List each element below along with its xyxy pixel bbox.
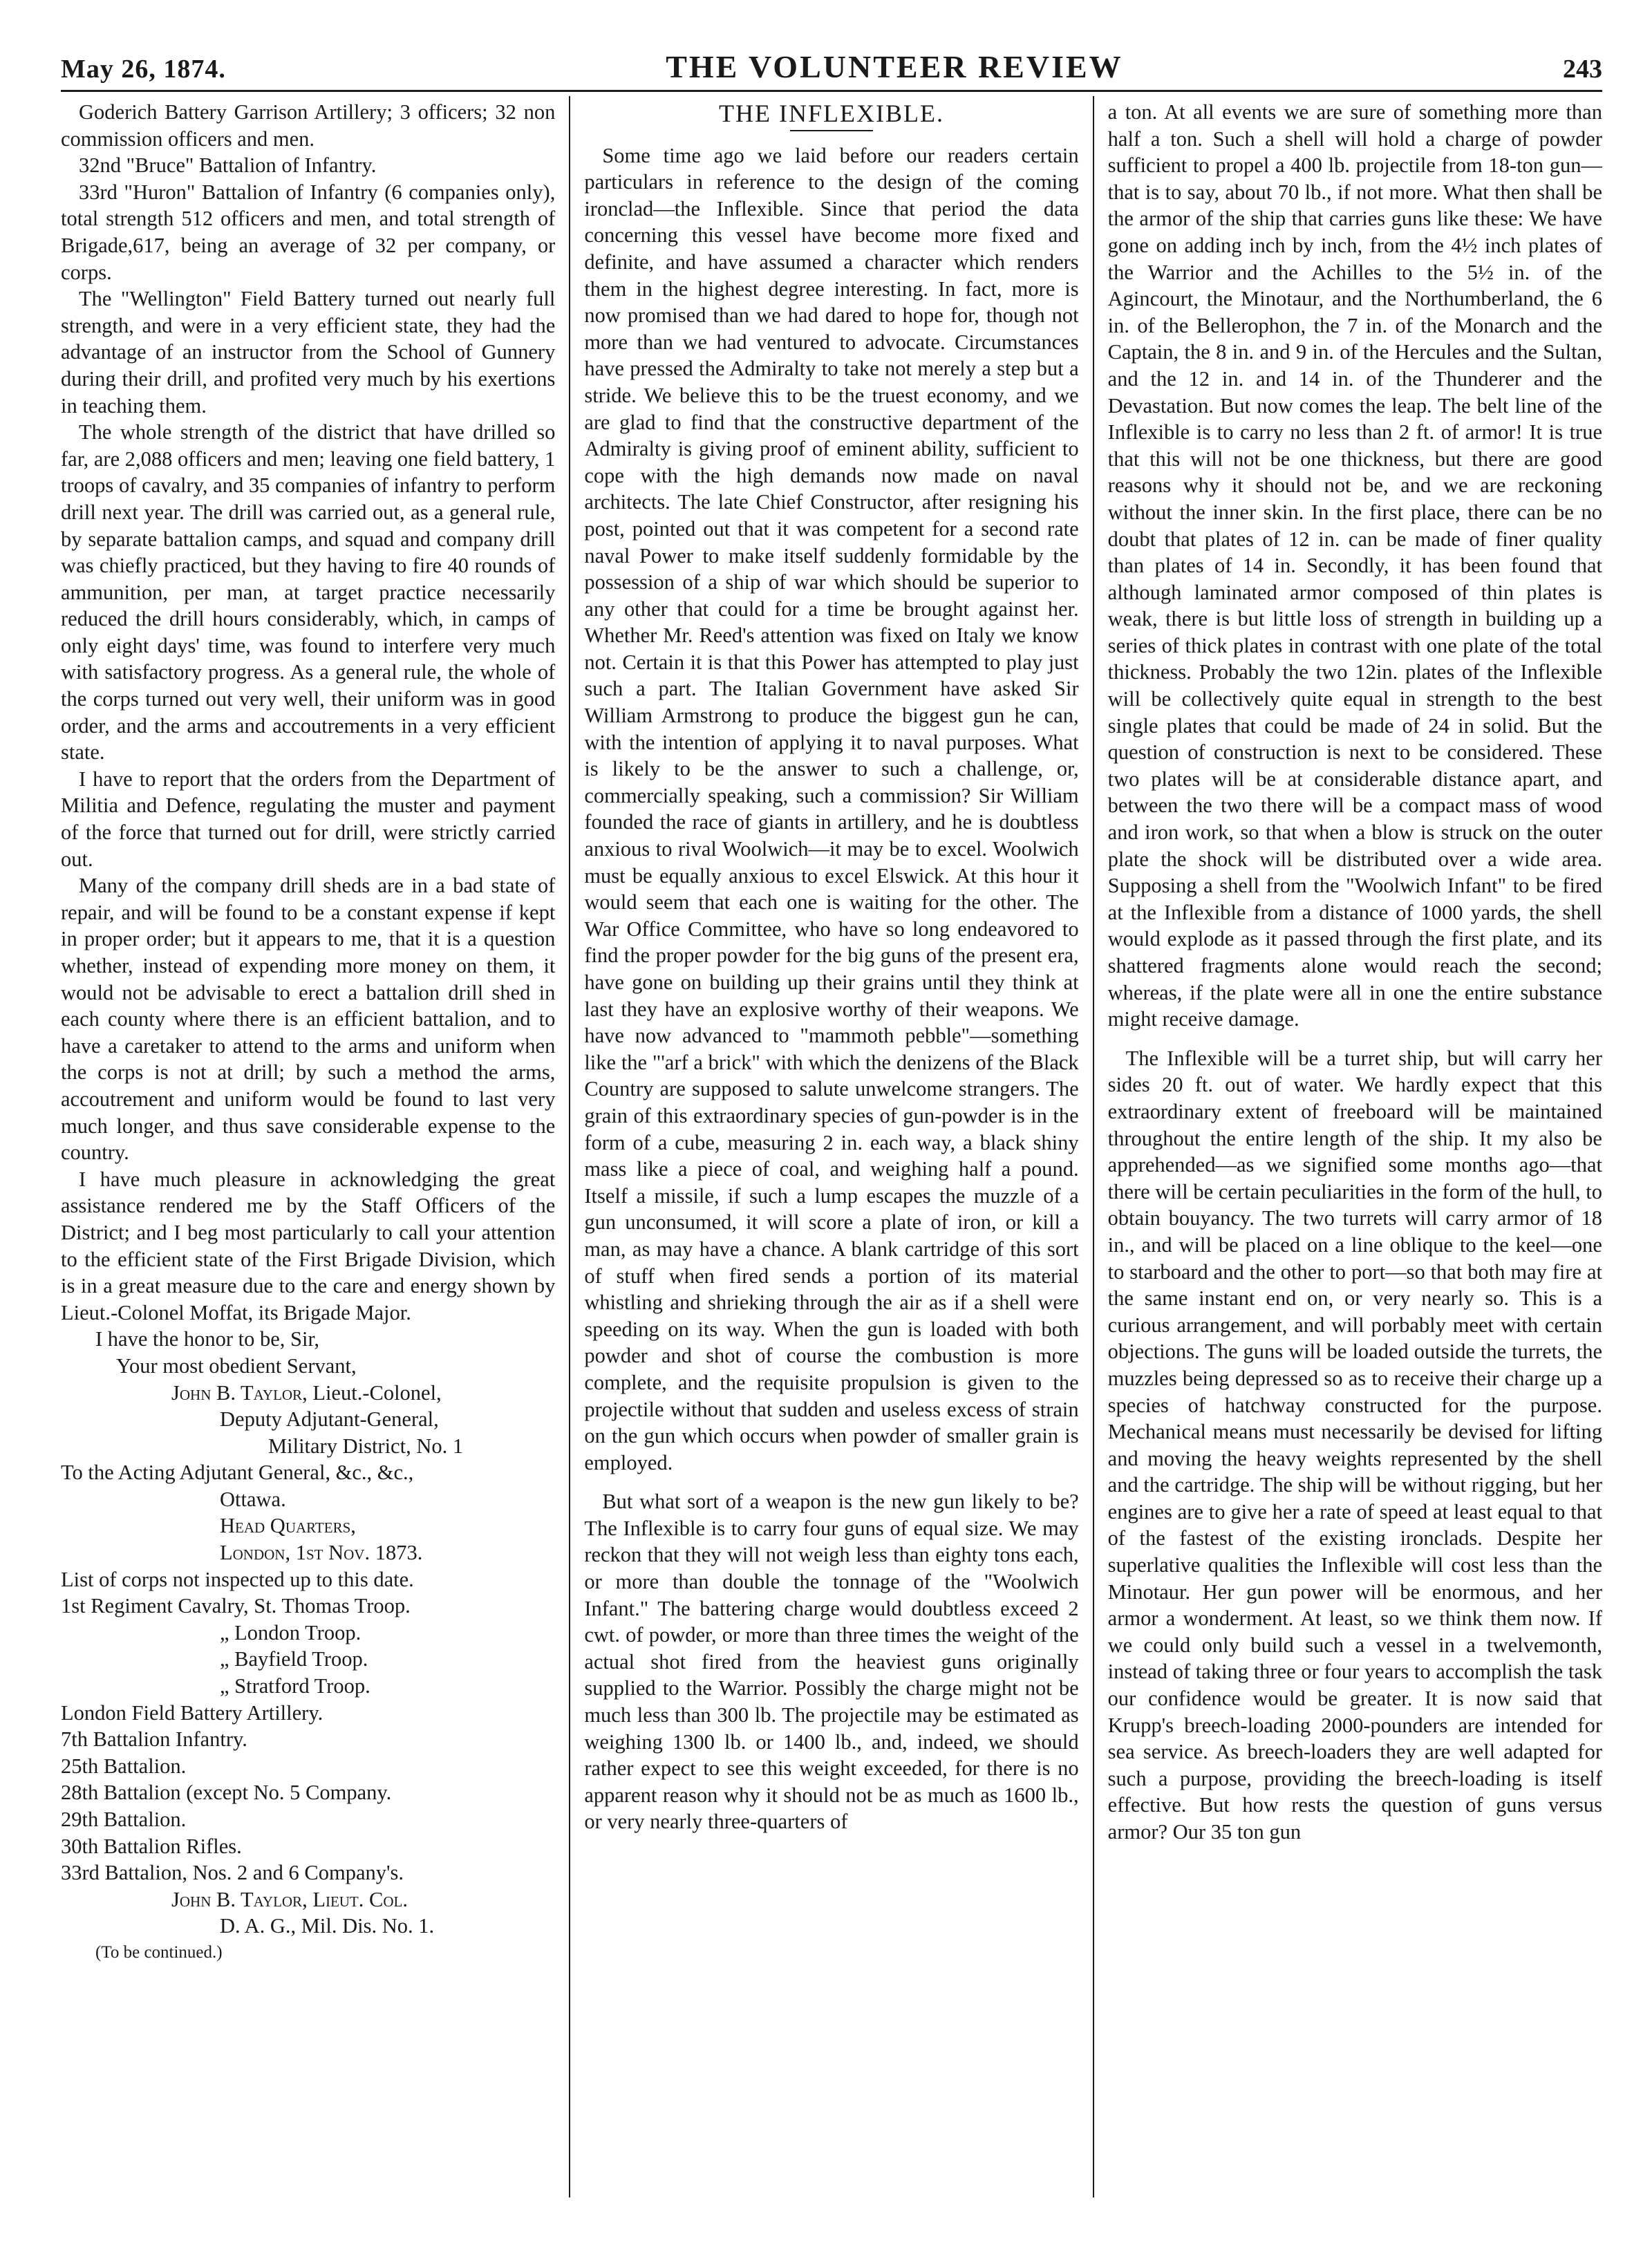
list-item: 29th Battalion. <box>61 1808 187 1831</box>
headquarters-date: London, 1st Nov. 1873. <box>220 1541 423 1565</box>
column-3 <box>1093 96 1602 2197</box>
list-item: „ Stratford Troop. <box>220 1674 370 1698</box>
paragraph: But what sort of a weapon is the new gun likely to be? The Inflexible is to carry four guns of equal size. We may reckon that they will not weigh less than eighty tons each, or more than double the tonnage of the "Woolwich Infant." The battering charge would doubtless exceed 2 cwt. of powder, or more than three times the weight of the actual shot fired from the heaviest guns originally supplied to the Warrior. Possibly the charge might not be much less than 300 lb. The projectile may be estimated as weighing 1300 lb. or 1400 lb., and, indeed, we should rather expect to see this weight exceeded, for there is no apparent reason why it should not be as much as 1600 lb., or very nearly three-quarters of <box>584 1490 1079 1834</box>
closing-line: I have the honor to be, Sir, <box>95 1327 320 1351</box>
paragraph: I have to report that the orders from the Department of Militia and Defence, regulating the muster and payment of the force that turned out for drill, were strictly carried out. <box>61 767 556 871</box>
list-item: 30th Battalion Rifles. <box>61 1834 242 1858</box>
paragraph: a ton. At all events we are sure of something more than half a ton. Such a shell will hold a charge of powder sufficient to propel a 400 lb. projectile from 18-ton gun—that is to say, about 70 lb., if not more. What then shall be the armor of the ship that carries guns like these: We have gone on adding inch by inch, from the 4½ inch plates of the Warrior and the Achilles to the 5½ in. of the Agincourt, the Minotaur, and the Northumberland, the 6 in. of the Bellerophon, the 7 in. of the Monarch and the Captain, the 8 in. and 9 in. of the Hercules and the Sultan, and the 12 in. and 14 in. of the Thunderer and the Devastation. But now comes the leap. The belt line of the Inflexible is to carry no less than 2 ft. of armor! It is true that this will not be one thickness, but there are good reasons why it should not be, and we are reckoning without the inner skin. In the first place, there can be no doubt that plates of 12 in. can be made of finer quality than plates of 14 in. Secondly, it has been found that although laminated armor composed of thin plates is weak, there is but little loss of strength in building up a series of thick plates in contrast with one plate of the total thickness. Probably the two 12in. plates of the Inflexible will be collectively quite equal in strength to the best single plates that could be made of 24 in solid. But the question of construction is next to be considered. These two plates will be at considerable distance apart, and between the two there will be a compact mass of wood and iron work, so that when a blow is struck on the outer plate the shock will be distributed over a wide area. Supposing a shell from the "Woolwich Infant" to be fired at the Inflexible from a distance of 1000 yards, the shell would explode as it passed through the first plate, and its shattered fragments alone would reach the second; whereas, if the plate were all in one the entire substance might receive damage. <box>1107 100 1602 1031</box>
paragraph: The whole strength of the district that have drilled so far, are 2,088 officers and men; leaving one field battery, 1 troops of cavalry, and 35 companies of infantry to perform drill next year. The drill was carried out, as a general rule, by separate battalion camps, and squad and company drill was chiefly practiced, but they having to fire 40 rounds of ammunition, per man, at target practice necessarily reduced the drill hours considerably, which, in camps of only eight days' time, was found to interfere very much with satisfactory progress. As a general rule, the whole of the corps turned out very well, their uniform was in good order, and the arms and accoutrements in a very efficient state. <box>61 420 556 765</box>
paragraph: 33rd "Huron" Battalion of Infantry (6 companies only), total strength 512 officers and men, and total strength of Brigade,617, being an average of 32 per company, or corps. <box>61 180 556 284</box>
headquarters-label: Head Quarters, <box>220 1514 356 1538</box>
list-item: 33rd Battalion, Nos. 2 and 6 Company's. <box>61 1861 404 1885</box>
second-signature-name: John B. Taylor, Lieut. Col. <box>171 1887 408 1911</box>
signer-rank: Lieut.-Colonel, <box>312 1380 442 1405</box>
signature-line <box>61 1380 555 1407</box>
list-item: London Field Battery Artillery. <box>61 1700 323 1725</box>
heading-rule <box>790 130 873 131</box>
article-heading: THE INFLEXIBLE. <box>719 100 944 127</box>
publication-title: THE VOLUNTEER REVIEW <box>666 49 1123 84</box>
list-item: 7th Battalion Infantry. <box>61 1727 247 1752</box>
paragraph: Some time ago we laid before our readers certain particulars in reference to the design of the coming ironclad—the Inflexible. Since that period the data concerning this vessel have become more fixed and definite, and have assumed a character which renders them in the highest degree interesting. In fact, more is now promised than we had dared to hope for, though not more than we had ventured to advocate. Circumstances have pressed the Admiralty to take not merely a step but a stride. We believe this to be the truest economy, and we are glad to find that the constructive department of the Admiralty is giving proof of eminent ability, sufficient to cope with the high demands now made on naval architects. The late Chief Constructor, after resigning his post, pointed out that it was competent for a second rate naval Power to make itself suddenly formidable by the possession of a ship of war which should be superior to any other that could for a time be brought against her. Whether Mr. Reed's attention was fixed on Italy we know not. Certain it is that this Power has attempted to play just such a part. The Italian Government have asked Sir William Armstrong to produce the biggest gun he can, with the intention of applying it to naval purposes. What is likely to be the answer to such a challenge, or, commercially speaking, such a commission? Sir William founded the race of giants in artillery, and he is doubtless anxious to rival Woolwich—it may be to excel. Woolwich must be equally anxious to excel Elswick. At this hour it would seem that each one is waiting for the other. The War Office Committee, who have so long endeavored to find the proper powder for the big guns of the present era, have gone on building up their grains until they think at last they have an explosive worthy of their weapons. We have now advanced to "mammoth pebble"—something like the "'arf a brick" with which the denizens of the Black Country are supposed to salute unwelcome strangers. The grain of this extraordinary species of gun-powder is in the form of a cube, measuring 2 in. each way, a black shiny mass like a piece of coal, and weighing half a pound. Itself a missile, if such a lump escapes the muzzle of a gun unconsumed, it will score a plate of iron, or kill a man, as may have a chance. A blank cartridge of this sort of stuff when fired sends a portion of its material whistling and shrieking through the air as if a shell were speeding on its way. When the gun is loaded with both powder and shot of course the combustion is more complete, and the requisite propulsion is given to the projectile without that sudden and useless excess of strain on the gun which occurs when powder of smaller grain is employed. <box>584 143 1079 1474</box>
list-item: „ London Troop. <box>220 1620 362 1644</box>
issue-date: May 26, 1874. <box>61 55 226 84</box>
page-number: 243 <box>1562 55 1602 84</box>
addressee-city: Ottawa. <box>220 1487 286 1511</box>
list-item: 28th Battalion (except No. 5 Company. <box>61 1781 392 1805</box>
closing-servant: Your most obedient Servant, <box>116 1353 357 1378</box>
signer-name: John B. Taylor, <box>171 1380 308 1405</box>
paragraph: The Inflexible will be a turret ship, but will carry her sides 20 ft. out of water. We hardly expect that this extraordinary extent of freeboard will be maintained throughout the entire length of the ship. It my also be apprehended—as we signified some months ago—that there will be certain peculiarities in the form of the hull, to obtain bouyancy. The two turrets will carry armor of 18 in., and will be placed on a line oblique to the keel—one to starboard and the other to port—so that both may fire at the same instant end on, or very nearly so. This is a curious arrangement, and will porbably meet with certain objections. The guns will be loaded outside the turrets, the muzzles being depressed so as to receive their charge up a species of hatchway constructed for the purpose. Mechanical means must necessarily be devised for lifting and moving the heavy weights represented by the shell and the cartridge. The ship will be without rigging, but her engines are to give her a rate of speed at least equal to that of the fastest of the existing ironclads. Despite her superlative qualities the Inflexible will cost less than the Minotaur. Her gun power will be enormous, and her armor a wonderment. At least, so we think them now. If we could only build such a vessel in a twelvemonth, instead of taking three or four years to accomplish the task our confidence would be greater. It is now said that Krupp's breech-loading 2000-pounders are intended for sea service. As breech-loaders they are well adapted for such a purpose, providing the breech-loading is itself effective. But how rests the question of guns versus armor? Our 35 ton gun <box>1107 1046 1602 1844</box>
masthead <box>61 48 1602 92</box>
paragraph: Many of the company drill sheds are in a bad state of repair, and will be found to be a constant expense if kept in proper order; but it appears to me, that it is a question whether, instead of expending more money on them, it would not be advisable to erect a battalion drill shed in each county where there is an efficient battalion, and to have a caretaker to attend to the arms and uniform when the corps is not at drill; by such a method the arms, accoutrement and uniform would be found to last very much longer, and thus save considerable expense to the country. <box>61 874 556 1165</box>
paragraph: The "Wellington" Field Battery turned out nearly full strength, and were in a very efficient state, they had the advantage of an instructor from the School of Gunnery during their drill, and profited very much by his exertions in teaching them. <box>61 287 556 418</box>
signer-district: Military District, No. 1 <box>268 1434 464 1458</box>
article-columns <box>61 96 1602 2197</box>
list-item: 1st Regiment Cavalry, St. Thomas Troop. <box>61 1594 411 1618</box>
addressee-line: To the Acting Adjutant General, &c., &c., <box>61 1461 414 1485</box>
paragraph: 32nd "Bruce" Battalion of Infantry. <box>79 153 377 178</box>
column-1 <box>61 96 569 2197</box>
continued-note: (To be continued.) <box>95 1942 223 1962</box>
list-item: 25th Battalion. <box>61 1754 187 1778</box>
list-item: „ Bayfield Troop. <box>220 1647 368 1671</box>
paragraph: I have much pleasure in acknowledging the great assistance rendered me by the Staff Officers of the District; and I beg most particularly to call your attention to the efficient state of the First Brigade Division, which is in a great measure due to the care and energy shown by Lieut.-Colonel Moffat, its Brigade Major. <box>61 1167 556 1324</box>
corps-list-heading: List of corps not inspected up to this date. <box>61 1567 414 1591</box>
paragraph: Goderich Battery Garrison Artillery; 3 officers; 32 non commission officers and men. <box>61 100 556 151</box>
column-2 <box>569 96 1092 2197</box>
signer-deputy-title: Deputy Adjutant-General, <box>220 1407 439 1432</box>
second-signature-title: D. A. G., Mil. Dis. No. 1. <box>220 1914 435 1938</box>
